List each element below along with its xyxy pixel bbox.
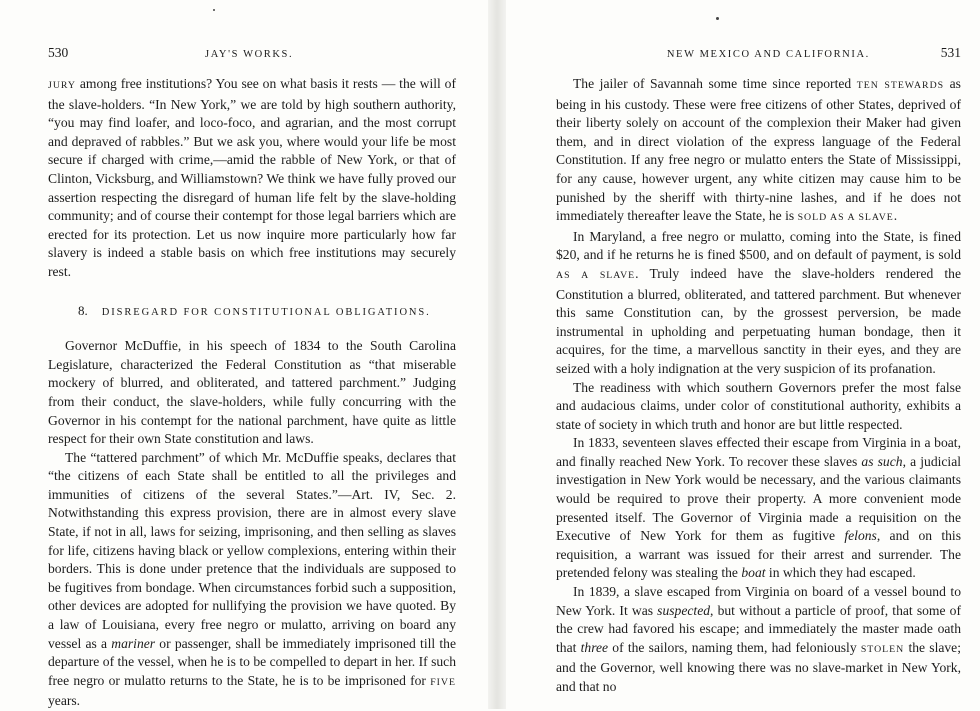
section-heading xyxy=(48,302,456,323)
paragraph: The “tattered parchment” of which Mr. McDuffie speaks, declares that “the citizens of each State shall be entitled to all the privileges and immunities of citizens of the several States.”—Art. IV, Sec. 2. Notwithstanding this express provision, there are in almost every slave State, if not in all, laws for seizing, imprisoning, and then selling as slaves for life, citizens having black or yellow complexions, entering within their borders. This is done under pretence that the individuals are supposed to be fugitives from bondage. When circumstances forbid such a supposition, other devices are adopted for nullifying the provision we have quoted. By a law of Louisiana, every free negro or mulatto, arriving on board any vessel as a mariner or passenger, shall be immediately imprisoned till the departure of the vessel, when he is to be compelled to depart in her. If such free negro or mulatto returns to the State, he is to be imprisoned for FIVE years. xyxy=(48,449,456,709)
section-number: 8. xyxy=(78,302,88,318)
right-page xyxy=(556,44,961,697)
paragraph: In Maryland, a free negro or mulatto, coming into the State, is fined $20, and if he returns he is fined $500, and on default of payment, is sold AS A SLAVE. Truly indeed have the slave-holders rendered the Constitution a blurred, obliterated, and tattered parchment. But whenever this same Constitution can, by the grossest perversion, be made instrumental in upholding and perpetuating human bondage, then it acquires, for the time, a marvellous sanctity in their eyes, and they are seized with a holy indignation at the very suspicion of its profanation. xyxy=(556,228,961,376)
print-speck xyxy=(213,9,215,11)
paragraph: In 1839, a slave escaped from Virginia on board of a vessel bound to New York. It was suspected, but without a particle of proof, that some of the crew had favored his escape; and immediately the master made oath that three of the sailors, naming them, had feloniously STOLEN the slave; and the Governor, well knowing there was no slave-market in New York, and that no xyxy=(556,584,961,694)
paragraph: In 1833, seventeen slaves effected their escape from Virginia in a boat, and finally reached New York. To recover these slaves as such, a judicial investigation in New York would be necessary, and the various claimants would be required to prove their property. A more convenient mode presented itself. The Governor of Virginia made a requisition on the Executive of New York for them as fugitive felons, and on this requisition, a warrant was issued for their arrest and surrender. The pretended felony was stealing the boat in which they had escaped. xyxy=(556,435,962,581)
left-page xyxy=(48,44,456,711)
paragraph: Governor McDuffie, in his speech of 1834 to the South Carolina Legislature, characterized the Federal Constitution as “that miserable mockery of blurred, and obliterated, and tattered parchment.” Judging from their conduct, the slave-holders, while fully concurring with the Governor in his contempt for the national parchment, have quite as little respect for their own State constitution and laws. xyxy=(48,338,456,447)
left-running-title: JAY'S WORKS. xyxy=(205,49,294,60)
section-title: DISREGARD FOR CONSTITUTIONAL OBLIGATIONS. xyxy=(101,306,431,318)
right-page-number: 531 xyxy=(940,45,961,60)
book-gutter xyxy=(488,0,506,709)
paragraph: The jailer of Savannah some time since reported TEN STEWARDS as being in his custody. These were free citizens of other States, deprived of their liberty solely on account of the complexion their Maker had given them, and in direct violation of the express language of the Federal Constitution. If any free negro or mulatto enters the State of Mississippi, for any cause, however urgent, any white citizen may cause him to be punished by the sheriff with thirty-nine lashes, and if he does not immediately thereafter leave the State, he is SOLD AS A SLAVE. xyxy=(556,76,961,224)
left-running-head xyxy=(48,44,456,62)
right-running-title: NEW MEXICO AND CALIFORNIA. xyxy=(666,49,870,60)
paragraph: The readiness with which southern Governors prefer the most false and audacious claims, under color of constitutional authority, exhibits a state of society in which truth and honor are but little respected. xyxy=(556,379,961,432)
paragraph: JURY among free institutions? You see on what basis it rests — the will of the slave-holders. “In New York,” we are told by high southern authority, “you may find loafer, and loco-foco, and agrarian, and the most corrupt and depraved of rabbles.” But we ask you, where would your life be most secure if charged with crime,—amid the rabble of New York, or that of Clinton, Vicksburg, and Williamstown? We think we have fully proved our assertion respecting the disregard of human life felt by the slave-holding community; and of course their contempt for those legal barriers which are erected for its protection. Let us now inquire more particularly how far slavery is indeed a stable basis on which free institutions may securely rest. xyxy=(48,76,456,279)
left-page-number: 530 xyxy=(48,45,69,60)
right-running-head xyxy=(556,44,961,62)
print-speck xyxy=(716,17,719,20)
lead-word: JURY xyxy=(48,80,76,91)
